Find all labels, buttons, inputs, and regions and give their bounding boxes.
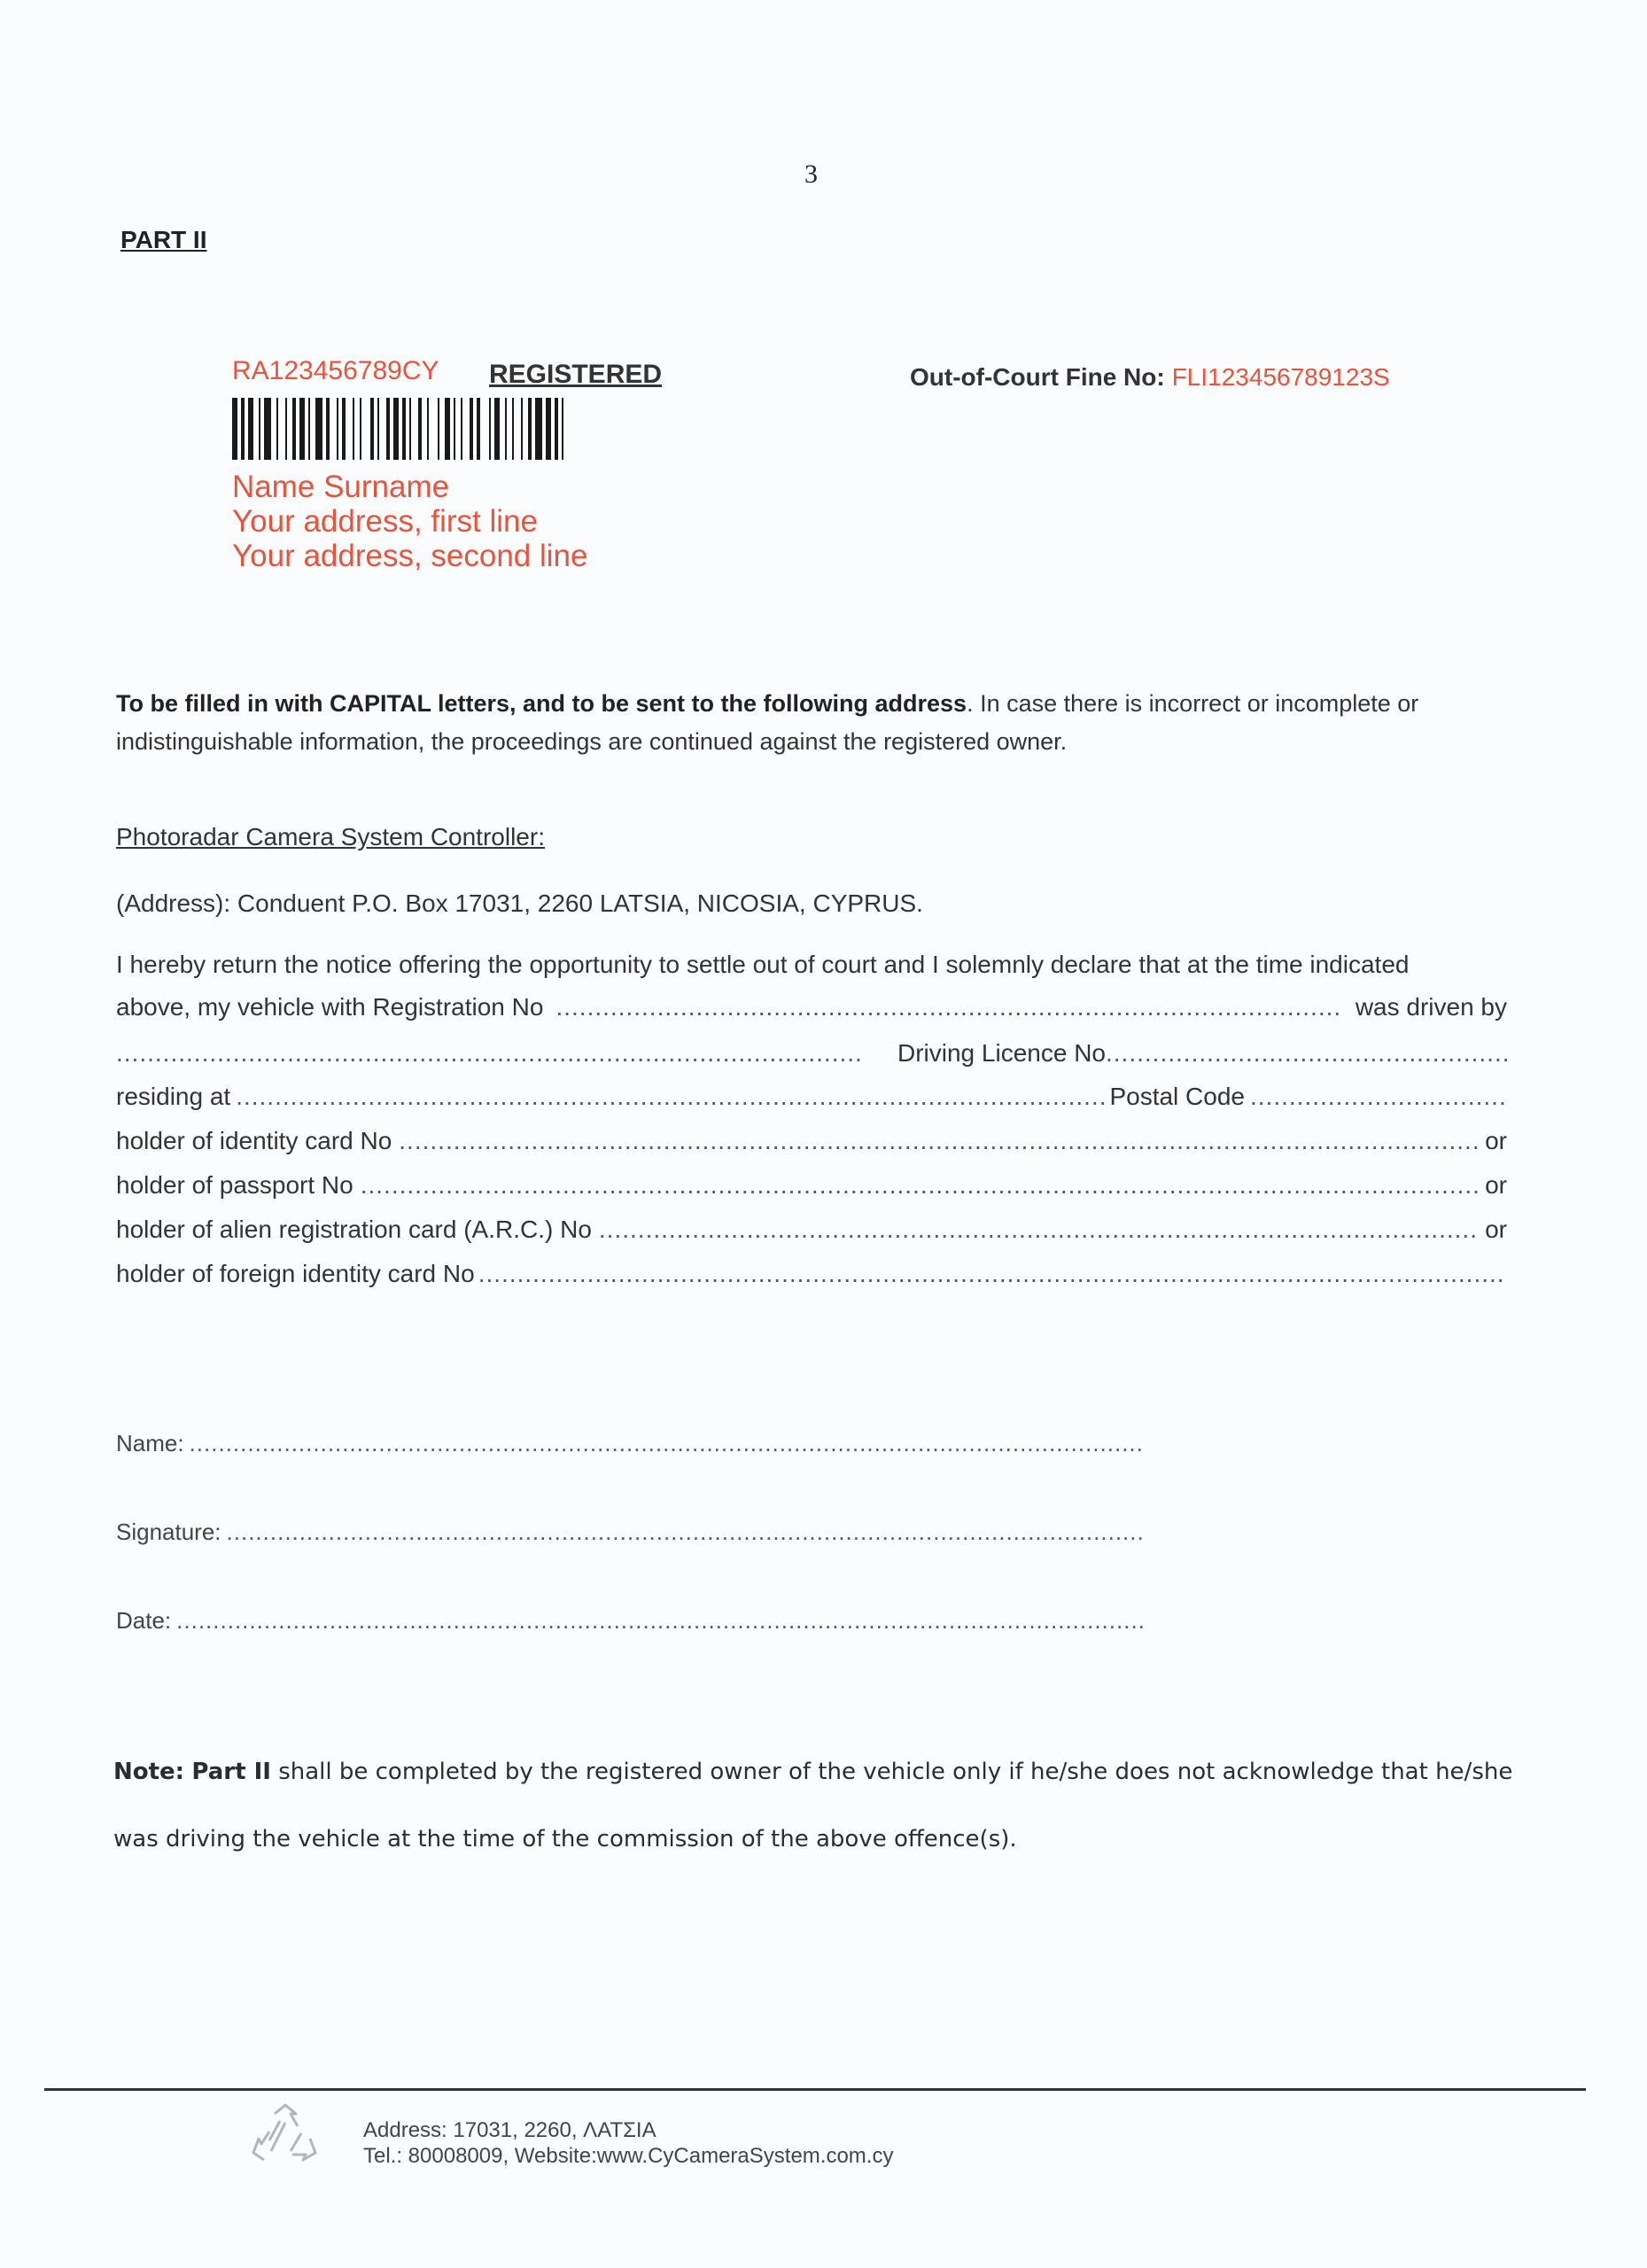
declaration-intro-text: I hereby return the notice offering the opportunity to settle out of court and I solemnly declare that at the time indicated [116,951,1410,978]
note-line-1 [113,1759,1531,1785]
controller-title: Photoradar Camera System Controller: [116,823,545,850]
driver-line [116,1039,1507,1068]
signature-field[interactable] [227,1518,1144,1546]
barcode-image [232,398,737,460]
registered-label: REGISTERED [489,360,663,389]
date-label: Date: [116,1607,172,1634]
fine-number-label: Out-of-Court Fine No: [910,363,1165,391]
residing-at-field[interactable] [236,1083,1104,1111]
note-label: Note: [113,1759,185,1785]
residing-line [116,1083,1507,1111]
or-label: or [1485,1216,1507,1243]
date-line [116,1607,1144,1635]
passport-line [116,1171,1507,1200]
signature-label: Signature: [116,1518,221,1545]
signature-line [116,1518,1144,1546]
registration-no-field[interactable] [555,993,1342,1021]
identity-card-field[interactable] [399,1127,1478,1155]
postal-code-field[interactable] [1250,1083,1507,1111]
or-label: or [1485,1171,1507,1199]
passport-label: holder of passport No [116,1171,353,1199]
date-field[interactable] [176,1607,1144,1635]
name-label: Name: [116,1430,184,1456]
driving-licence-label: Driving Licence No [897,1039,1106,1067]
driver-name-field[interactable] [116,1039,860,1068]
note-text-2: was driving the vehicle at the time of the commission of the above offence(s). [113,1826,1017,1852]
registration-no-line [116,993,1507,1021]
name-line [116,1430,1144,1457]
identity-card-label: holder of identity card No [116,1127,392,1154]
foreign-card-label: holder of foreign identity card No [116,1260,475,1287]
controller-address: (Address): Conduent P.O. Box 17031, 2260 LATSIA, NICOSIA, CYPRUS. [116,889,923,917]
recipient-address-line-2: Your address, second line [232,539,588,573]
was-driven-by-label: was driven by [1355,993,1507,1021]
instructions-bold: To be filled in with CAPITAL letters, and to be sent to the following address [116,690,967,717]
name-field[interactable] [190,1430,1144,1457]
arc-line [116,1216,1507,1244]
part-title: PART II [120,226,207,253]
note-part-label: Part II [191,1759,271,1785]
fine-number-value: FLI123456789123S [1171,363,1390,391]
footer-contact: Tel.: 80008009, Website:www.CyCameraSystem.com.cy [363,2144,894,2168]
footer-address: Address: 17031, 2260, ΛΑΤΣΙΑ [363,2118,656,2142]
note-text-1: shall be completed by the registered owner of the vehicle only if he/she does not acknowledge that he/she [278,1759,1513,1785]
instructions-text: . In case there is incorrect or incomplete or indistinguishable information, the proceedings are continued against the registered owner. [116,690,1419,755]
recipient-address-line-1: Your address, first line [232,504,538,539]
footer-divider [44,2088,1586,2091]
arc-label: holder of alien registration card (A.R.C.) No [116,1216,592,1243]
identity-card-line [116,1127,1507,1155]
fine-number-line [910,363,1390,392]
recipient-name: Name Surname [232,470,450,504]
foreign-card-line [116,1260,1507,1288]
arc-field[interactable] [599,1216,1478,1244]
instructions-paragraph [116,685,1511,761]
recycle-icon [250,2101,321,2172]
passport-field[interactable] [361,1171,1478,1200]
tracking-number: RA123456789CY [232,356,439,385]
declaration-intro [116,951,1507,979]
or-label: or [1485,1127,1507,1154]
registration-no-label: above, my vehicle with Registration No [116,993,544,1021]
foreign-card-field[interactable] [478,1260,1507,1288]
page-number: 3 [804,159,818,189]
note-line-2 [113,1826,1531,1852]
residing-at-label: residing at [116,1083,231,1110]
driving-licence-field[interactable] [1106,1039,1507,1068]
postal-code-label: Postal Code [1109,1083,1245,1110]
